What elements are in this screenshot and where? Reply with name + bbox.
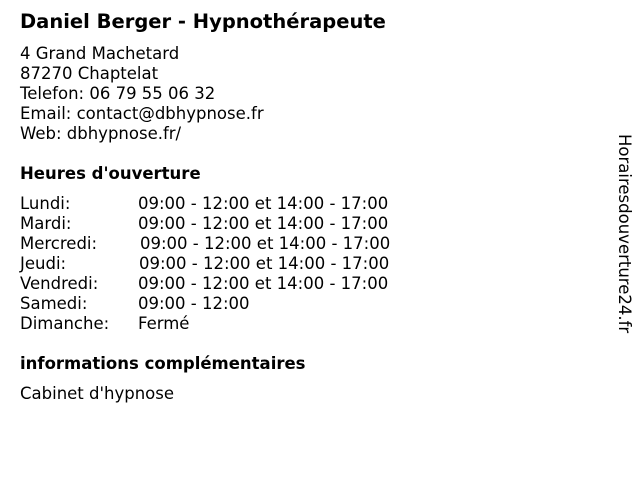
hours-row-thursday [20,254,440,274]
day-label: Mardi: [20,214,72,233]
time-range: 09:00 - 12:00 et 14:00 - 17:00 [140,234,391,253]
time-range: 09:00 - 12:00 et 14:00 - 17:00 [139,254,390,273]
hours-row-friday [20,274,440,294]
day-label: Samedi: [20,294,88,313]
business-name: Daniel Berger - Hypnothérapeute [20,10,386,33]
email-text: Email: contact@dbhypnose.fr [20,104,264,123]
opening-hours-list [20,194,440,334]
day-label: Mercredi: [20,234,98,253]
hours-row-tuesday [20,214,440,234]
time-range: 09:00 - 12:00 et 14:00 - 17:00 [138,274,389,293]
hours-row-monday [20,194,440,214]
web-text: Web: dbhypnose.fr/ [20,124,182,143]
address-city: 87270 Chaptelat [20,64,159,83]
hours-row-sunday [20,314,440,334]
day-label: Lundi: [20,194,71,213]
time-range: Fermé [138,314,190,333]
time-range: 09:00 - 12:00 et 14:00 - 17:00 [138,214,389,233]
watermark-text: Horairesdouverture24.fr [615,134,634,334]
time-range: 09:00 - 12:00 [138,294,250,313]
phone-text: Telefon: 06 79 55 06 32 [20,84,216,103]
day-label: Vendredi: [20,274,99,293]
opening-hours-heading: Heures d'ouverture [20,164,201,183]
day-label: Dimanche: [20,314,110,333]
time-range: 09:00 - 12:00 et 14:00 - 17:00 [138,194,389,213]
address-street: 4 Grand Machetard [20,44,180,63]
hours-row-saturday [20,294,440,314]
hours-row-wednesday [20,234,440,254]
day-label: Jeudi: [20,254,67,273]
additional-info-text: Cabinet d'hypnose [20,384,175,403]
additional-info-heading: informations complémentaires [20,354,306,373]
contact-block [20,44,264,144]
